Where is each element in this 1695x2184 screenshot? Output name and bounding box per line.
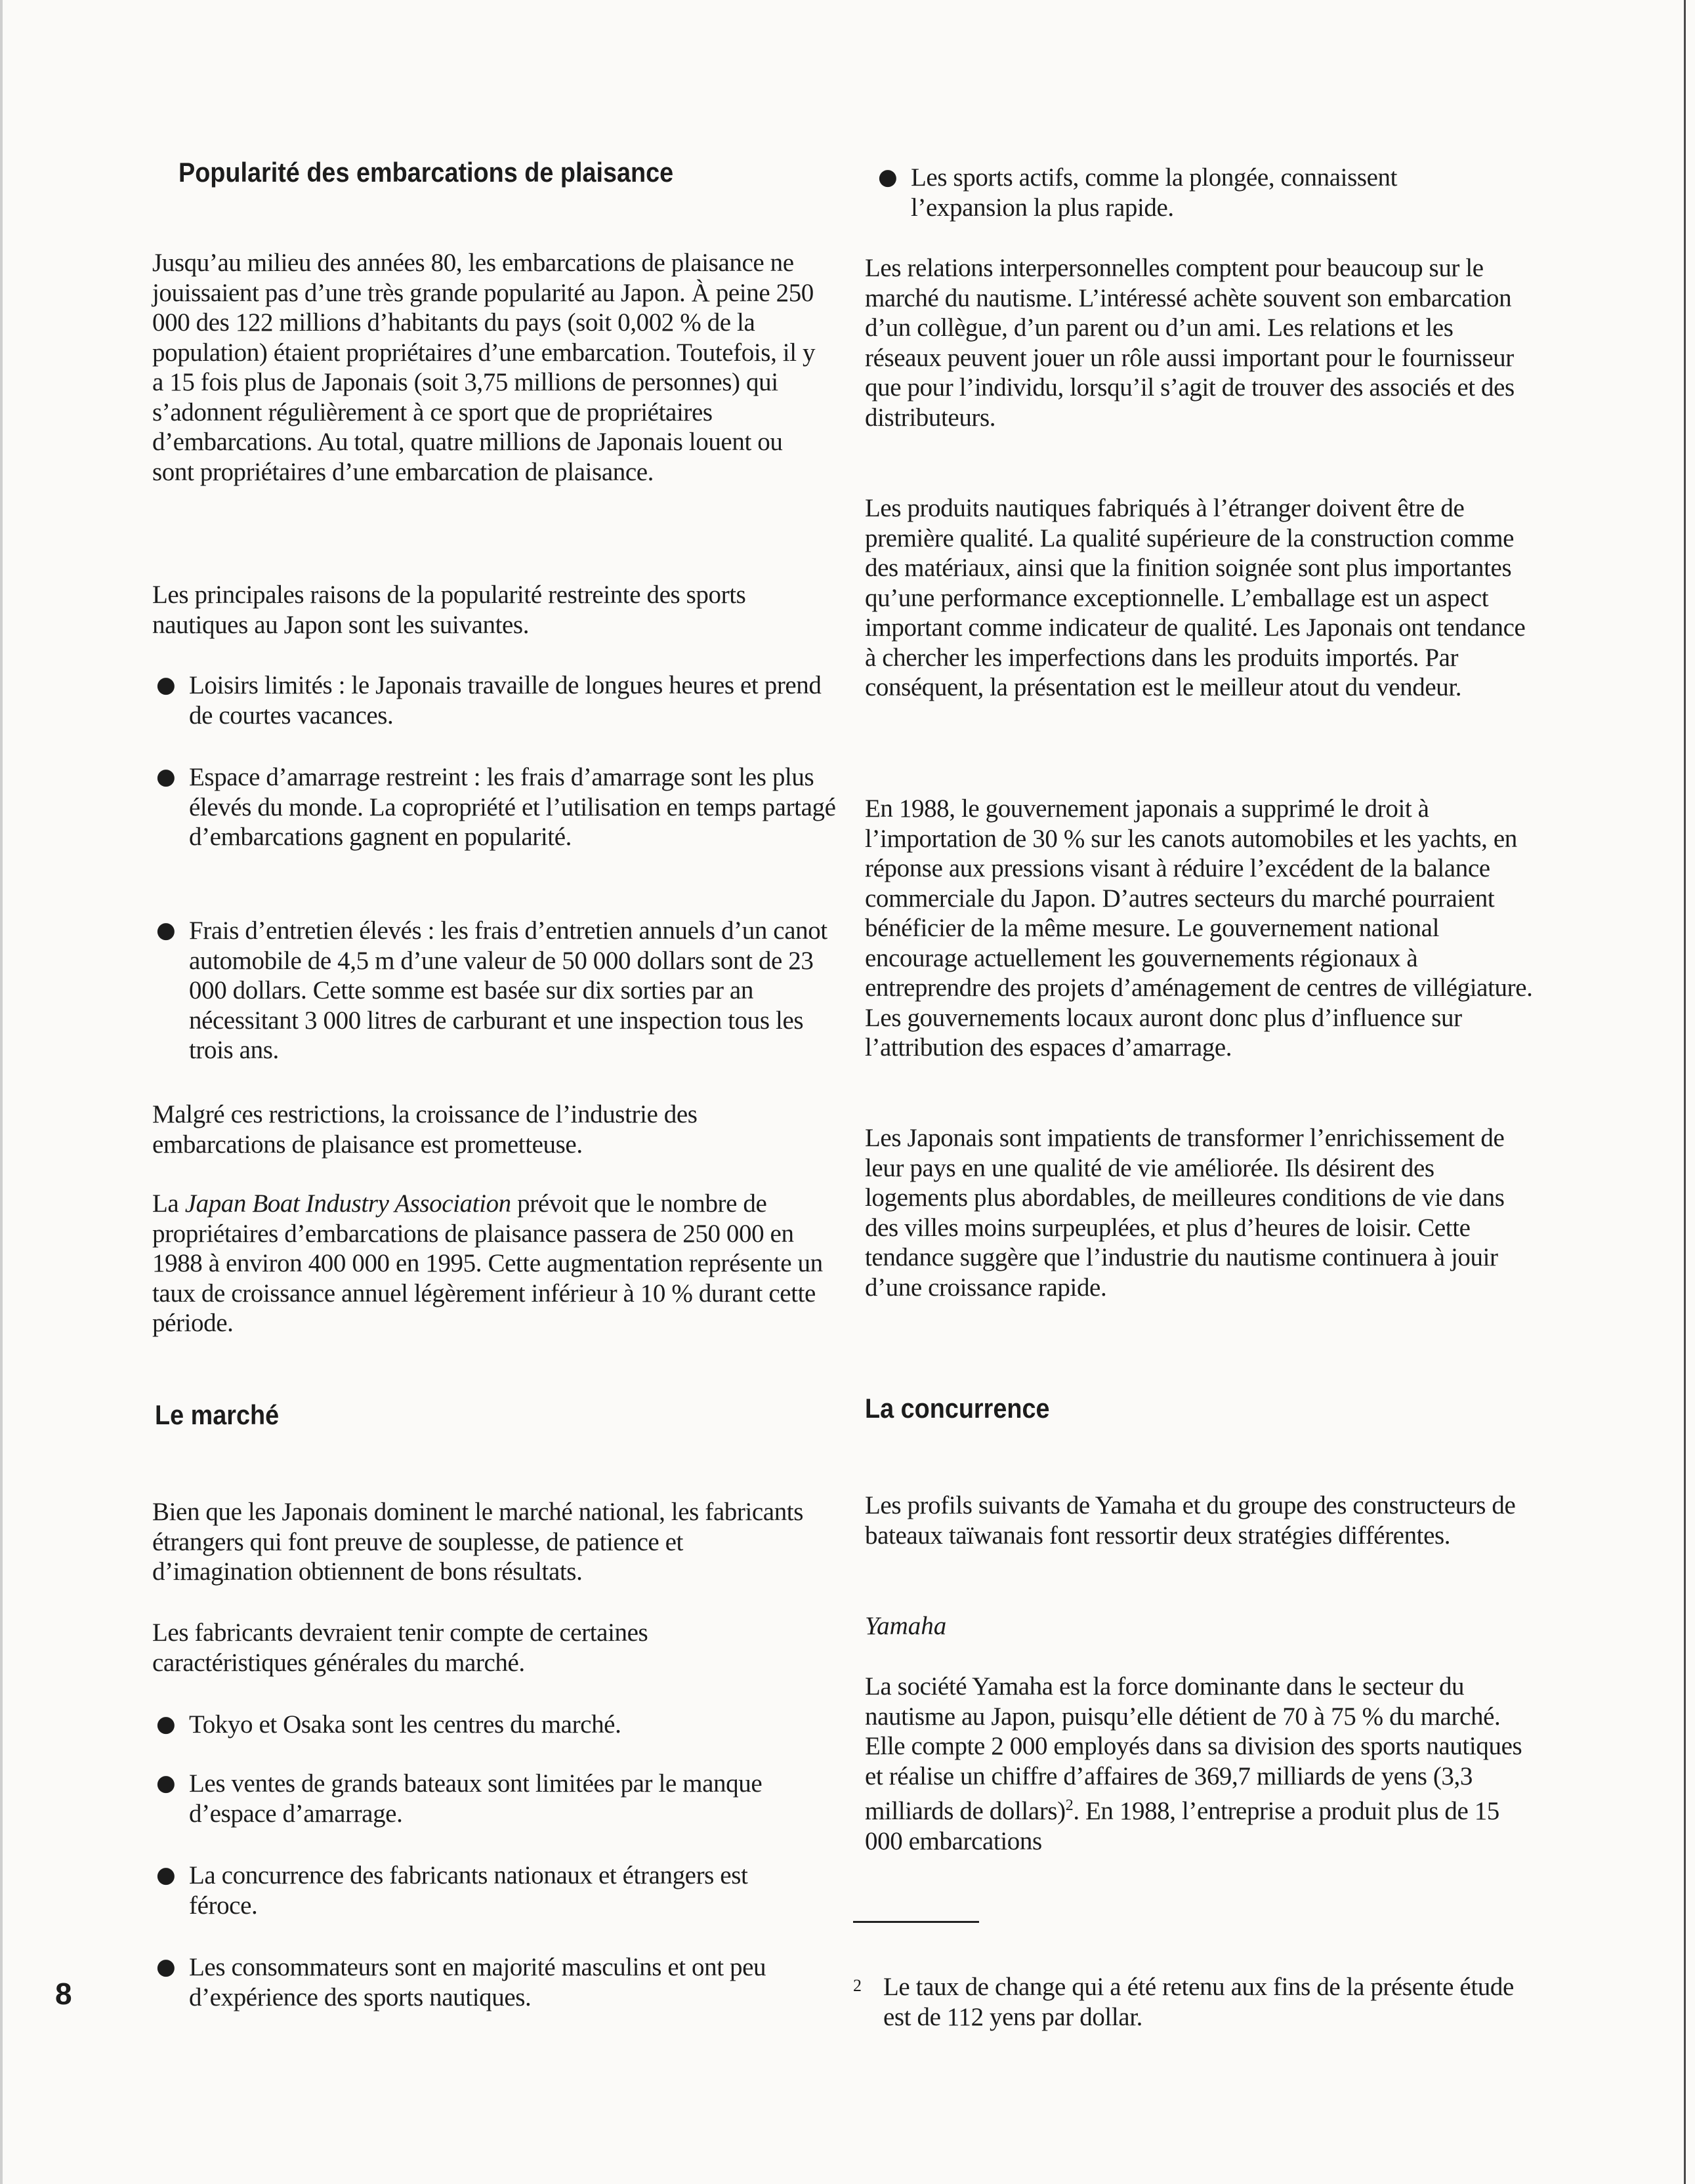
heading-market: Le marché [155, 1399, 280, 1430]
bullet-icon: ● [156, 1711, 176, 1737]
list-item-text: Frais d’entretien élevés : les frais d’entretien annuels d’un canot automobile de 4,5 m d’une valeur de 50 000 dollars sont de 23 000 dollars. Cette somme est basée sur dix sorties par an nécessitant 3 000 litres de carburant et une inspection tous les trois ans. [189, 917, 827, 1064]
footnote-rule [853, 1921, 979, 1923]
subheading-yamaha: Yamaha [865, 1612, 947, 1640]
bullet-icon: ● [156, 1954, 176, 1980]
list-item-text: Tokyo et Osaka sont les centres du marché. [189, 1710, 621, 1739]
paragraph-relations: Les relations interpersonnelles comptent pour beaucoup sur le marché du nautisme. L’intéressé achète souvent son embarcation d’un collègue, d’un parent ou d’un ami. Les relations et les réseaux peuvent jouer un rôle aussi important pour le fournisseur que pour l’individu, lorsqu’il s’agit de trouver des associés et des distributeurs. [865, 254, 1515, 432]
yamaha-text-tail: . En 1988, l’entreprise a produit plus de 15 000 embarcations [865, 1797, 1499, 1855]
scan-left-edge [0, 0, 3, 2184]
paragraph-association [152, 1189, 828, 1338]
assoc-name: Japan Boat Industry Association [184, 1189, 511, 1218]
footnote-reference: 2 [1065, 1797, 1074, 1814]
list-item-text: Les sports actifs, comme la plongée, connaissent l’expansion la plus rapide. [911, 163, 1398, 222]
bullet-icon: ● [156, 672, 176, 698]
heading-popularity: Popularité des embarcations de plaisance [178, 157, 674, 188]
footnote-number: 2 [853, 1976, 862, 1995]
list-item-characteristic [152, 1952, 819, 2012]
bullet-icon: ● [156, 764, 176, 790]
list-item-text: Loisirs limités : le Japonais travaille de longues heures et prend de courtes vacances. [189, 671, 822, 730]
page-number: 8 [55, 1977, 72, 2011]
footnote-text: Le taux de change qui a été retenu aux fins de la présente étude est de 112 yens par dollar. [883, 1973, 1514, 2031]
list-item-characteristic [152, 1710, 819, 1740]
list-item-text: La concurrence des fabricants nationaux et étrangers est féroce. [189, 1861, 748, 1920]
list-item-sports [874, 163, 1501, 222]
paragraph-1988: En 1988, le gouvernement japonais a supprimé le droit à l’importation de 30 % sur les canots automobiles et les yachts, en réponse aux pressions visant à réduire l’excédent de la balance commerciale du Japon. D’autres secteurs du marché pourraient bénéficier de la même mesure. Le gouvernement national encourage actuellement les gouvernements régionaux à entreprendre des projets d’aménagement de centres de villégiature. Les gouvernements locaux auront donc plus d’influence sur l’attribution des espaces d’amarrage. [865, 794, 1533, 1061]
list-item-reason [152, 762, 845, 852]
bullet-icon: ● [156, 1862, 176, 1888]
paragraph-market: Bien que les Japonais dominent le marché national, les fabricants étrangers qui font preuve de souplesse, de patience et d’imagination obtiennent de bons résultats. [152, 1498, 804, 1586]
paragraph-quality: Les produits nautiques fabriqués à l’étranger doivent être de première qualité. La qualité supérieure de la construction comme des matériaux, ainsi que la finition soignée sont plus importantes qu’une performance exceptionnelle. L’emballage est un aspect important comme indicateur de qualité. Les Japonais ont tendance à chercher les imperfections dans les produits importés. Par conséquent, la présentation est le meilleur atout du vendeur. [865, 494, 1526, 701]
assoc-rest: prévoit que le nombre de propriétaires d’embarcations de plaisance passera de 250 000 en 1988 à environ 400 000 en 1995. Cette augmentation représente un taux de croissance annuel légèrement inférieur à 10 % durant cette période. [152, 1189, 823, 1337]
paragraph-intro: Jusqu’au milieu des années 80, les embarcations de plaisance ne jouissaient pas d’une très grande popularité au Japon. À peine 250 000 des 122 millions d’habitants du pays (soit 0,002 % de la population) étaient propriétaires d’une embarcation. Toutefois, il y a 15 fois plus de Japonais (soit 3,75 millions de personnes) qui s’adonnent régulièrement à ce sport que de propriétaires d’embarcations. Au total, quatre millions de Japonais louent ou sont propriétaires d’une embarcation de plaisance. [152, 249, 816, 486]
paragraph-yamaha [865, 1672, 1534, 1856]
bullet-icon: ● [878, 164, 898, 190]
list-item-text: Espace d’amarrage restreint : les frais d’amarrage sont les plus élevés du monde. La copropriété et l’utilisation en temps partagé d’embarcations gagnent en popularité. [189, 763, 836, 851]
paragraph-impatient: Les Japonais sont impatients de transformer l’enrichissement de leur pays en une qualité de vie améliorée. Ils désirent des logements plus abordables, de meilleures conditions de vie dans des villes moins surpeuplées, et plus d’heures de loisir. Cette tendance suggère que l’industrie du nautisme continuera à jouir d’une croissance rapide. [865, 1124, 1505, 1302]
paragraph-profiles: Les profils suivants de Yamaha et du groupe des constructeurs de bateaux taïwanais font ressortir deux stratégies différentes. [865, 1491, 1516, 1550]
list-item-reason [152, 670, 845, 730]
scan-right-edge [1684, 0, 1686, 2184]
list-item-reason [152, 916, 845, 1065]
list-item-characteristic [152, 1769, 819, 1828]
paragraph-characteristics: Les fabricants devraient tenir compte de certaines caractéristiques générales du marché. [152, 1618, 648, 1677]
paragraph-reasons: Les principales raisons de la popularité restreinte des sports nautiques au Japon sont les suivantes. [152, 581, 746, 639]
paragraph-growth: Malgré ces restrictions, la croissance de l’industrie des embarcations de plaisance est prometteuse. [152, 1100, 698, 1159]
yamaha-text: La société Yamaha est la force dominante dans le secteur du nautisme au Japon, puisqu’elle détient de 70 à 75 % du marché. Elle compte 2 000 employés dans sa division des sports nautiques et réalise un chiffre d’affaires de 369,7 milliards de yens (3,3 milliards de dollars) [865, 1672, 1522, 1825]
list-item-text: Les consommateurs sont en majorité masculins et ont peu d’expérience des sports nautiques. [189, 1953, 766, 2011]
bullet-icon: ● [156, 1770, 176, 1796]
bullet-icon: ● [156, 917, 176, 943]
list-item-characteristic [152, 1861, 819, 1920]
heading-competition: La concurrence [865, 1393, 1050, 1424]
list-item-text: Les ventes de grands bateaux sont limitées par le manque d’espace d’amarrage. [189, 1769, 763, 1828]
assoc-prefix: La [152, 1189, 185, 1218]
